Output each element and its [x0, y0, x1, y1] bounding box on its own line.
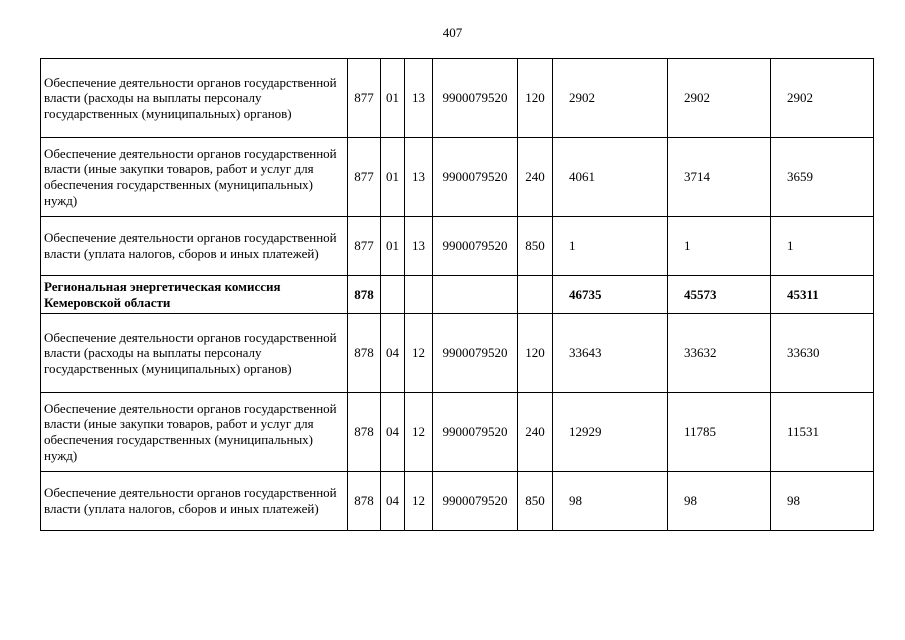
row-name: Обеспечение деятельности органов государственной власти (расходы на выплаты персоналу государственных (муниципальных) органов)	[41, 314, 348, 393]
amount-year-3: 98	[771, 472, 874, 531]
section-code: 01	[381, 217, 405, 276]
amount-year-2: 2902	[668, 59, 771, 138]
target-article-code: 9900079520	[433, 59, 518, 138]
subsection-code: 12	[405, 314, 433, 393]
table-row	[41, 138, 874, 217]
expense-type-code: 120	[518, 59, 553, 138]
row-name: Обеспечение деятельности органов государственной власти (иные закупки товаров, работ и услуг для обеспечения государственных (муниципальных) нужд)	[41, 138, 348, 217]
amount-year-3: 45311	[771, 276, 874, 314]
expense-type-code: 240	[518, 138, 553, 217]
ministry-code: 878	[348, 314, 381, 393]
section-code: 04	[381, 472, 405, 531]
amount-year-2: 33632	[668, 314, 771, 393]
amount-year-3: 2902	[771, 59, 874, 138]
amount-year-1: 2902	[553, 59, 668, 138]
target-article-code: 9900079520	[433, 393, 518, 472]
target-article-code: 9900079520	[433, 217, 518, 276]
section-code: 04	[381, 393, 405, 472]
target-article-code: 9900079520	[433, 138, 518, 217]
row-name: Региональная энергетическая комиссия Кемеровской области	[41, 276, 348, 314]
subsection-code: 12	[405, 472, 433, 531]
amount-year-1: 46735	[553, 276, 668, 314]
expense-type-code: 850	[518, 217, 553, 276]
amount-year-1: 4061	[553, 138, 668, 217]
expense-type-code: 120	[518, 314, 553, 393]
amount-year-3: 11531	[771, 393, 874, 472]
subsection-code	[405, 276, 433, 314]
table-row	[41, 314, 874, 393]
row-name: Обеспечение деятельности органов государственной власти (уплата налогов, сборов и иных платежей)	[41, 472, 348, 531]
amount-year-2: 98	[668, 472, 771, 531]
amount-year-1: 12929	[553, 393, 668, 472]
ministry-code: 877	[348, 59, 381, 138]
subsection-code: 13	[405, 138, 433, 217]
table-row	[41, 393, 874, 472]
row-name: Обеспечение деятельности органов государственной власти (иные закупки товаров, работ и услуг для обеспечения государственных (муниципальных) нужд)	[41, 393, 348, 472]
ministry-code: 878	[348, 276, 381, 314]
table-row	[41, 472, 874, 531]
amount-year-1: 33643	[553, 314, 668, 393]
amount-year-3: 3659	[771, 138, 874, 217]
budget-table	[40, 58, 874, 531]
amount-year-2: 45573	[668, 276, 771, 314]
ministry-code: 878	[348, 472, 381, 531]
expense-type-code: 240	[518, 393, 553, 472]
target-article-code	[433, 276, 518, 314]
target-article-code: 9900079520	[433, 314, 518, 393]
table-row	[41, 217, 874, 276]
expense-type-code: 850	[518, 472, 553, 531]
amount-year-2: 11785	[668, 393, 771, 472]
amount-year-2: 3714	[668, 138, 771, 217]
amount-year-3: 33630	[771, 314, 874, 393]
section-code	[381, 276, 405, 314]
amount-year-1: 1	[553, 217, 668, 276]
section-code: 01	[381, 138, 405, 217]
target-article-code: 9900079520	[433, 472, 518, 531]
section-code: 01	[381, 59, 405, 138]
subsection-code: 13	[405, 59, 433, 138]
row-name: Обеспечение деятельности органов государственной власти (уплата налогов, сборов и иных платежей)	[41, 217, 348, 276]
subsection-code: 12	[405, 393, 433, 472]
subsection-code: 13	[405, 217, 433, 276]
amount-year-3: 1	[771, 217, 874, 276]
expense-type-code	[518, 276, 553, 314]
section-code: 04	[381, 314, 405, 393]
table-row	[41, 59, 874, 138]
ministry-code: 877	[348, 217, 381, 276]
table-row-total	[41, 276, 874, 314]
ministry-code: 877	[348, 138, 381, 217]
amount-year-1: 98	[553, 472, 668, 531]
ministry-code: 878	[348, 393, 381, 472]
amount-year-2: 1	[668, 217, 771, 276]
row-name: Обеспечение деятельности органов государственной власти (расходы на выплаты персоналу государственных (муниципальных) органов)	[41, 59, 348, 138]
page-number: 407	[442, 25, 463, 40]
